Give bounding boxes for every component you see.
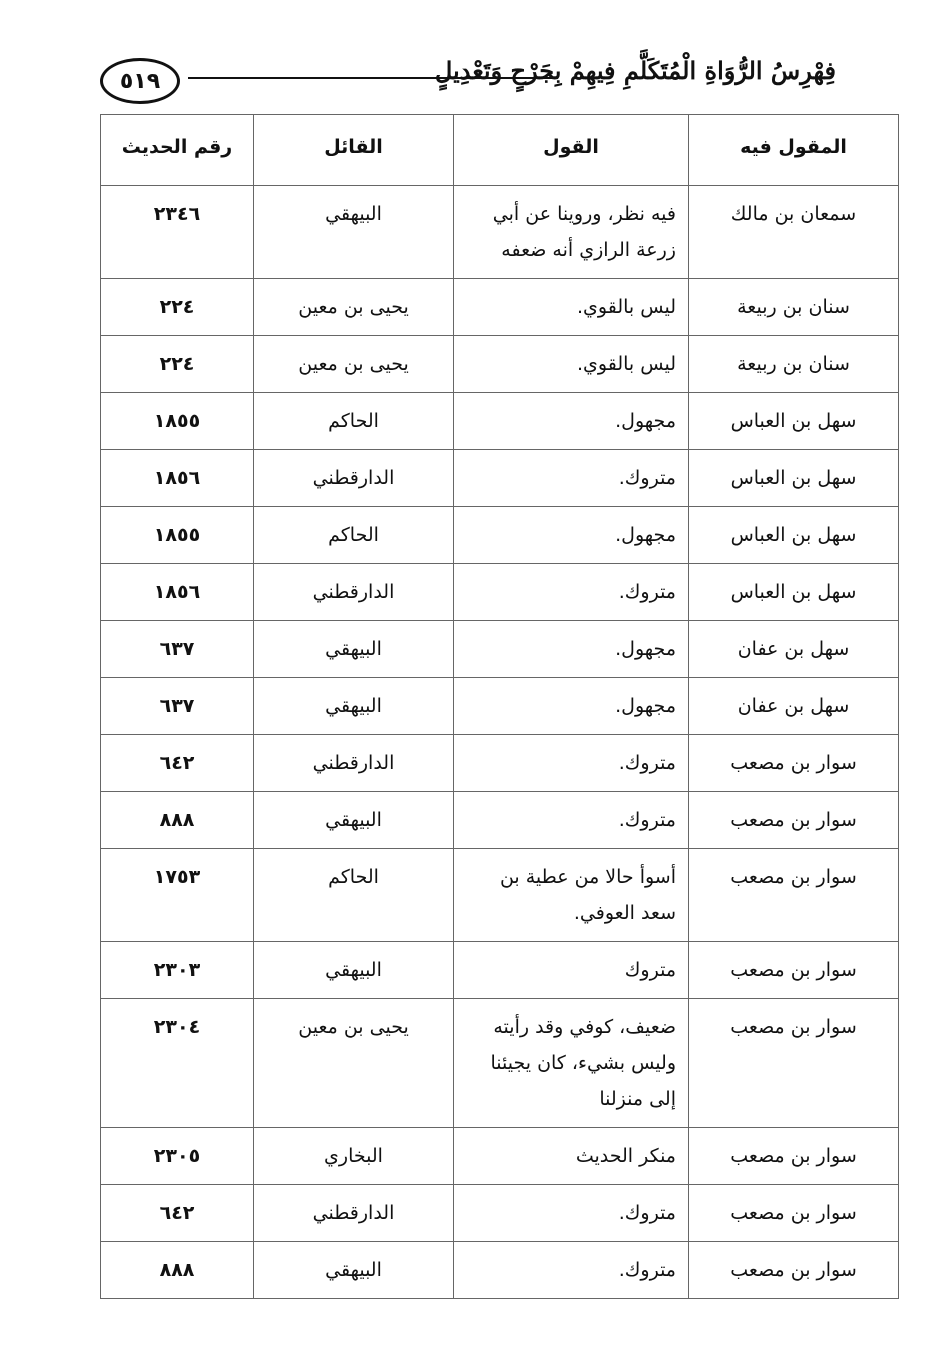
cell-speaker: الدارقطني [254,450,454,507]
cell-subject: سوار بن مصعب [689,792,899,849]
column-header-hadith-number: رقم الحديث [101,115,254,186]
cell-subject: سوار بن مصعب [689,1128,899,1185]
table-row [101,678,899,735]
cell-subject: سوار بن مصعب [689,849,899,942]
cell-subject: سوار بن مصعب [689,942,899,999]
table-row [101,999,899,1128]
cell-statement: مجهول. [454,393,689,450]
table-row [101,735,899,792]
cell-statement: ليس بالقوي. [454,336,689,393]
cell-hadith-number: ٨٨٨ [101,792,254,849]
cell-hadith-number: ٨٨٨ [101,1242,254,1299]
cell-statement: متروك. [454,564,689,621]
cell-hadith-number: ١٨٥٥ [101,507,254,564]
cell-hadith-number: ٢٣٠٣ [101,942,254,999]
cell-speaker: الحاكم [254,849,454,942]
cell-speaker: الحاكم [254,507,454,564]
cell-statement: فيه نظر، وروينا عن أبي زرعة الرازي أنه ضعفه [454,186,689,279]
cell-subject: سهل بن العباس [689,393,899,450]
cell-statement: متروك. [454,792,689,849]
table-row [101,564,899,621]
cell-subject: سهل بن العباس [689,564,899,621]
table-row [101,507,899,564]
cell-hadith-number: ٦٣٧ [101,621,254,678]
cell-subject: سوار بن مصعب [689,735,899,792]
cell-hadith-number: ٢٢٤ [101,336,254,393]
cell-hadith-number: ٢٣٤٦ [101,186,254,279]
cell-speaker: الدارقطني [254,1185,454,1242]
cell-hadith-number: ١٨٥٥ [101,393,254,450]
cell-speaker: الدارقطني [254,735,454,792]
table-row [101,450,899,507]
cell-subject: سوار بن مصعب [689,1185,899,1242]
cell-hadith-number: ١٧٥٣ [101,849,254,942]
cell-statement: مجهول. [454,678,689,735]
column-header-speaker: القائل [254,115,454,186]
cell-subject: سنان بن ربيعة [689,336,899,393]
table-row [101,186,899,279]
cell-subject: سمعان بن مالك [689,186,899,279]
column-header-statement: القول [454,115,689,186]
cell-subject: سهل بن عفان [689,621,899,678]
cell-speaker: الدارقطني [254,564,454,621]
table-row [101,849,899,942]
table-row [101,621,899,678]
table-body [101,186,899,1299]
column-header-subject: المقول فيه [689,115,899,186]
cell-statement: متروك. [454,450,689,507]
cell-statement: متروك. [454,735,689,792]
cell-hadith-number: ٢٢٤ [101,279,254,336]
cell-speaker: البيهقي [254,678,454,735]
cell-speaker: البيهقي [254,942,454,999]
cell-subject: سهل بن العباس [689,450,899,507]
table-row [101,1128,899,1185]
cell-speaker: الحاكم [254,393,454,450]
cell-speaker: يحيى بن معين [254,999,454,1128]
cell-statement: مجهول. [454,507,689,564]
table-row [101,942,899,999]
table-row [101,1185,899,1242]
running-title: فِهْرِسُ الرُّوَاةِ الْمُتَكَلَّمِ فِيهِمْ بِجَرْحٍ وَتَعْدِيلٍ [434,56,836,85]
cell-hadith-number: ٦٤٢ [101,1185,254,1242]
table-row [101,792,899,849]
table-header-row [101,115,899,186]
cell-speaker: يحيى بن معين [254,279,454,336]
cell-statement: مجهول. [454,621,689,678]
table-row [101,336,899,393]
cell-hadith-number: ٦٣٧ [101,678,254,735]
cell-subject: سنان بن ربيعة [689,279,899,336]
cell-statement: متروك. [454,1242,689,1299]
narrators-index-table [100,114,899,1299]
cell-statement: ضعيف، كوفي وقد رأيته وليس بشيء، كان يجيئنا إلى منزلنا [454,999,689,1128]
cell-subject: سهل بن العباس [689,507,899,564]
cell-hadith-number: ١٨٥٦ [101,450,254,507]
cell-speaker: البيهقي [254,186,454,279]
cell-speaker: البخاري [254,1128,454,1185]
cell-statement: أسوأ حالا من عطية بن سعد العوفي. [454,849,689,942]
cell-hadith-number: ٦٤٢ [101,735,254,792]
cell-hadith-number: ٢٣٠٥ [101,1128,254,1185]
cell-speaker: يحيى بن معين [254,336,454,393]
cell-hadith-number: ١٨٥٦ [101,564,254,621]
cell-speaker: البيهقي [254,621,454,678]
cell-speaker: البيهقي [254,792,454,849]
cell-subject: سوار بن مصعب [689,1242,899,1299]
cell-hadith-number: ٢٣٠٤ [101,999,254,1128]
cell-statement: متروك. [454,1185,689,1242]
cell-speaker: البيهقي [254,1242,454,1299]
page-header [96,52,836,108]
page-number: ٥١٩ [100,58,180,104]
table-row [101,393,899,450]
cell-subject: سوار بن مصعب [689,999,899,1128]
cell-statement: متروك [454,942,689,999]
cell-statement: منكر الحديث [454,1128,689,1185]
cell-statement: ليس بالقوي. [454,279,689,336]
table-row [101,1242,899,1299]
cell-subject: سهل بن عفان [689,678,899,735]
table-row [101,279,899,336]
